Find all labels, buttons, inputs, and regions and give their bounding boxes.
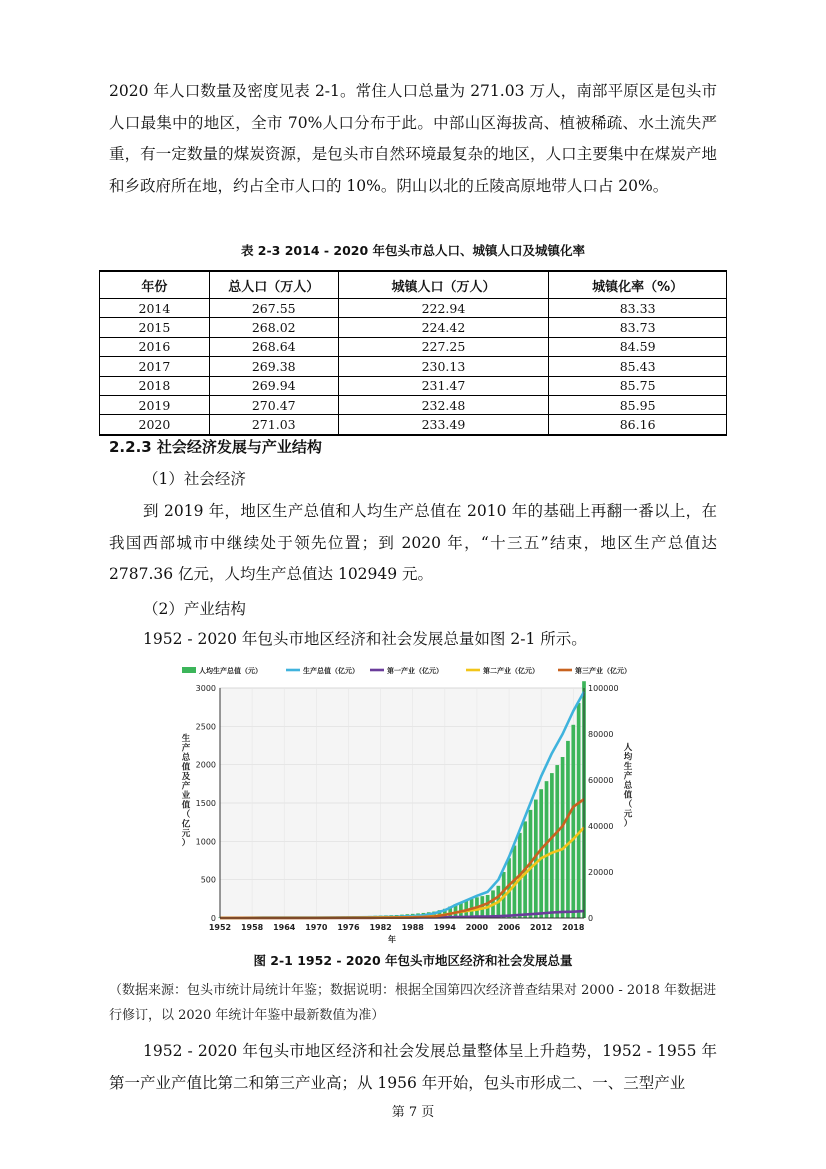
table-cell: 224.42 bbox=[338, 318, 549, 337]
table-cell: 230.13 bbox=[338, 357, 549, 376]
x-tick-label: 1952 bbox=[208, 923, 232, 932]
figure-caption: 图 2-1 1952 - 2020 年包头市地区经济和社会发展总量 bbox=[253, 953, 573, 968]
table-cell: 2019 bbox=[100, 395, 210, 414]
table-cell: 86.16 bbox=[549, 415, 727, 435]
table-cell: 83.73 bbox=[549, 318, 727, 337]
y-left-axis-title: 生产总值及产业值（亿元） bbox=[181, 733, 191, 849]
table-header-cell: 总人口（万人） bbox=[209, 271, 338, 299]
table-cell: 2018 bbox=[100, 376, 210, 395]
table-cell: 270.47 bbox=[209, 395, 338, 414]
table-cell: 2016 bbox=[100, 337, 210, 356]
population-table bbox=[99, 270, 727, 436]
table-cell: 268.02 bbox=[209, 318, 338, 337]
subsection-industry-structure: （2）产业结构 bbox=[143, 600, 246, 618]
y-left-tick-label: 1500 bbox=[195, 799, 216, 808]
table-header-cell: 城镇人口（万人） bbox=[338, 271, 549, 299]
legend-swatch bbox=[182, 667, 196, 673]
table-cell: 268.64 bbox=[209, 337, 338, 356]
x-axis-title: 年 bbox=[388, 935, 396, 944]
x-tick-label: 1970 bbox=[305, 923, 328, 932]
table-cell: 84.59 bbox=[549, 337, 727, 356]
table-cell: 269.38 bbox=[209, 357, 338, 376]
legend-label: 第三产业（亿元） bbox=[575, 667, 631, 675]
table-row bbox=[100, 395, 727, 414]
paragraph-industry-trend: 1952 - 2020 年包头市地区经济和社会发展总量整体呈上升趋势，1952 - 1955 年第一产业产值比第二和第三产业高；从 1956 年开始，包头市形成二、一、三型产业 bbox=[109, 1042, 717, 1092]
y-left-tick-label: 500 bbox=[200, 875, 216, 885]
x-tick-label: 1982 bbox=[369, 923, 392, 932]
y-right-tick-label: 0 bbox=[588, 914, 594, 923]
page-number: 第 7 页 bbox=[391, 1105, 435, 1120]
section-heading: 2.2.3 社会经济发展与产业结构 bbox=[109, 438, 322, 456]
y-left-tick-label: 3000 bbox=[195, 684, 216, 693]
table-row bbox=[100, 318, 727, 337]
x-tick-label: 2018 bbox=[562, 923, 585, 932]
y-right-tick-label: 20000 bbox=[588, 868, 614, 877]
y-left-tick-label: 1000 bbox=[195, 837, 216, 847]
figure-source-note: （数据来源：包头市统计局统计年鉴；数据说明：根据全国第四次经济普查结果对 2000 - 2018 年数据进行修订，以 2020 年统计年鉴中最新数值为准） bbox=[109, 983, 717, 1023]
table-row bbox=[100, 337, 727, 356]
table-header-row bbox=[100, 271, 727, 299]
table-cell: 2015 bbox=[100, 318, 210, 337]
paragraph-economy: 到 2019 年，地区生产总值和人均生产总值在 2010 年的基础上再翻一番以上，在我国西部城市中继续处于领先位置；到 2020 年，“十三五”结束，地区生产总值达 2787.36 亿元，人均生产总值达 102949 元。 bbox=[109, 502, 717, 583]
table-cell: 231.47 bbox=[338, 376, 549, 395]
y-left-tick-label: 2000 bbox=[195, 760, 216, 770]
x-tick-label: 1976 bbox=[337, 923, 360, 932]
table-cell: 85.95 bbox=[549, 395, 727, 414]
table-header-cell: 城镇化率（%） bbox=[549, 271, 727, 299]
table-header-cell: 年份 bbox=[100, 271, 210, 299]
per-capita-bar bbox=[566, 741, 570, 918]
table-row bbox=[100, 299, 727, 318]
economy-chart bbox=[176, 660, 633, 950]
table-cell: 83.33 bbox=[549, 299, 727, 318]
legend-label: 第二产业（亿元） bbox=[483, 667, 539, 675]
x-tick-label: 2006 bbox=[497, 923, 521, 932]
x-tick-label: 2000 bbox=[465, 923, 489, 932]
table-cell: 232.48 bbox=[338, 395, 549, 414]
y-right-tick-label: 60000 bbox=[588, 776, 614, 785]
subsection-social-economy: （1）社会经济 bbox=[143, 470, 246, 488]
legend-label: 人均生产总值（元） bbox=[199, 667, 262, 675]
table-row bbox=[100, 415, 727, 435]
paragraph-figure-intro: 1952 - 2020 年包头市地区经济和社会发展总量如图 2-1 所示。 bbox=[143, 630, 587, 648]
per-capita-bar bbox=[561, 757, 565, 918]
table-cell: 222.94 bbox=[338, 299, 549, 318]
table-cell: 271.03 bbox=[209, 415, 338, 435]
per-capita-bar bbox=[577, 703, 581, 918]
per-capita-bar bbox=[545, 781, 549, 918]
table-cell: 267.55 bbox=[209, 299, 338, 318]
x-tick-label: 1958 bbox=[240, 923, 264, 932]
y-right-axis-title: 人均生产总值（元） bbox=[623, 743, 633, 829]
per-capita-bar bbox=[539, 789, 543, 918]
table-cell: 269.94 bbox=[209, 376, 338, 395]
table-cell: 227.25 bbox=[338, 337, 549, 356]
x-tick-label: 1964 bbox=[273, 923, 296, 932]
table-cell: 2020 bbox=[100, 415, 210, 435]
x-tick-label: 1994 bbox=[433, 923, 456, 932]
table-cell: 85.43 bbox=[549, 357, 727, 376]
per-capita-bar bbox=[571, 725, 575, 918]
table-cell: 2014 bbox=[100, 299, 210, 318]
y-right-tick-label: 80000 bbox=[588, 730, 614, 739]
table-row bbox=[100, 357, 727, 376]
x-tick-label: 2012 bbox=[530, 923, 553, 932]
table-cell: 85.75 bbox=[549, 376, 727, 395]
legend-label: 第一产业（亿元） bbox=[387, 667, 443, 675]
y-left-tick-label: 2500 bbox=[195, 722, 216, 732]
y-right-tick-label: 40000 bbox=[588, 822, 614, 831]
per-capita-bar bbox=[555, 765, 559, 918]
per-capita-bar bbox=[550, 773, 554, 918]
table-cell: 233.49 bbox=[338, 415, 549, 435]
table-caption: 表 2-3 2014 - 2020 年包头市总人口、城镇人口及城镇化率 bbox=[240, 243, 586, 258]
x-tick-label: 1988 bbox=[401, 923, 424, 932]
paragraph-population: 2020 年人口数量及密度见表 2-1。常住人口总量为 271.03 万人，南部平原区是包头市人口最集中的地区，全市 70%人口分布于此。中部山区海拔高、植被稀疏、水土流失严重，有一定数量的煤炭资源，是包头市自然环境最复杂的地区，人口主要集中在煤炭产地和乡政府所在地，约占全市人口的 10%。阴山以北的丘陵高原地带人口占 20%。 bbox=[109, 82, 717, 195]
y-right-tick-label: 100000 bbox=[588, 684, 619, 693]
legend-label: 生产总值（亿元） bbox=[303, 667, 359, 675]
y-left-tick-label: 0 bbox=[210, 914, 216, 923]
table-cell: 2017 bbox=[100, 357, 210, 376]
table-row bbox=[100, 376, 727, 395]
